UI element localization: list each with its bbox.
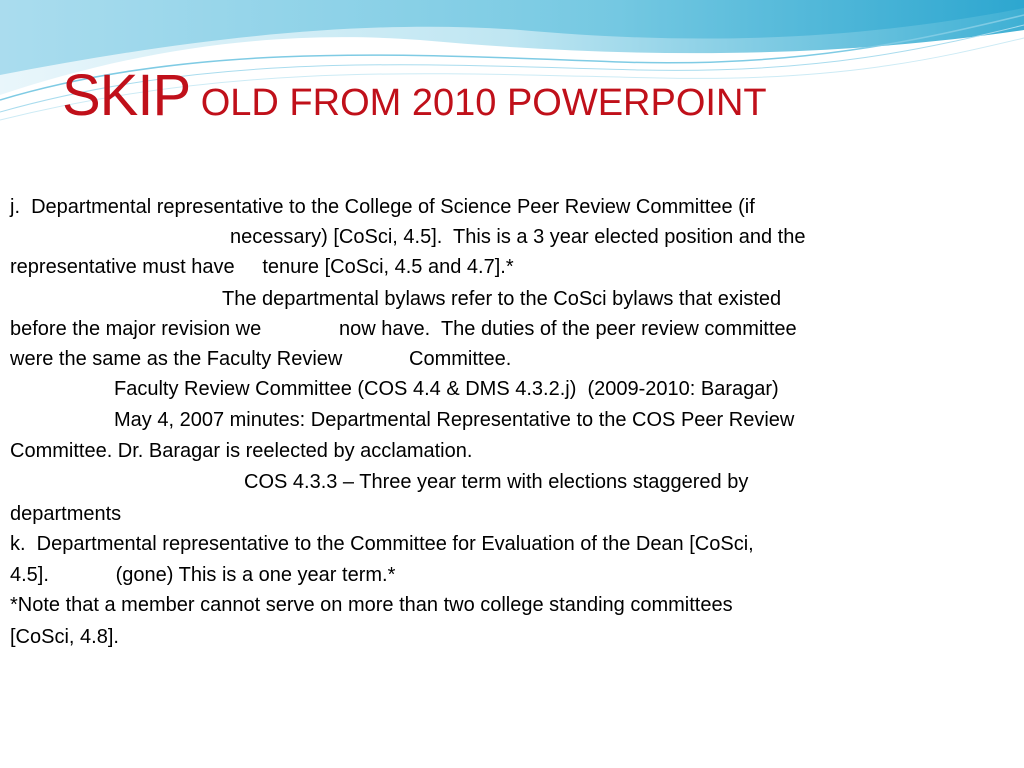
body-line: representative must have tenure [CoSci, 4.5 and 4.7].* bbox=[10, 256, 514, 278]
body-line: were the same as the Faculty Review Committee. bbox=[10, 348, 512, 370]
body-line: before the major revision we now have. The duties of the peer review committee bbox=[10, 318, 797, 340]
body-line: k. Departmental representative to the Committee for Evaluation of the Dean [CoSci, bbox=[10, 533, 754, 555]
body-line: [CoSci, 4.8]. bbox=[10, 626, 119, 648]
body-line: *Note that a member cannot serve on more than two college standing committees bbox=[10, 594, 733, 616]
body-line: COS 4.3.3 – Three year term with elections staggered by bbox=[244, 471, 749, 493]
body-line: 4.5]. (gone) This is a one year term.* bbox=[10, 564, 396, 586]
body-line: May 4, 2007 minutes: Departmental Representative to the COS Peer Review bbox=[114, 409, 795, 431]
slide-title bbox=[62, 62, 767, 129]
body-line: The departmental bylaws refer to the CoSci bylaws that existed bbox=[222, 288, 782, 310]
body-line: Committee. Dr. Baragar is reelected by acclamation. bbox=[10, 440, 473, 462]
body-line: departments bbox=[10, 503, 122, 525]
title-main: SKIP bbox=[62, 63, 191, 128]
body-line: j. Departmental representative to the College of Science Peer Review Committee (if bbox=[10, 196, 755, 218]
body-line: necessary) [CoSci, 4.5]. This is a 3 year elected position and the bbox=[230, 226, 806, 248]
title-sub: OLD FROM 2010 POWERPOINT bbox=[190, 82, 767, 124]
body-line: Faculty Review Committee (COS 4.4 & DMS 4.3.2.j) (2009-2010: Baragar) bbox=[114, 378, 779, 400]
